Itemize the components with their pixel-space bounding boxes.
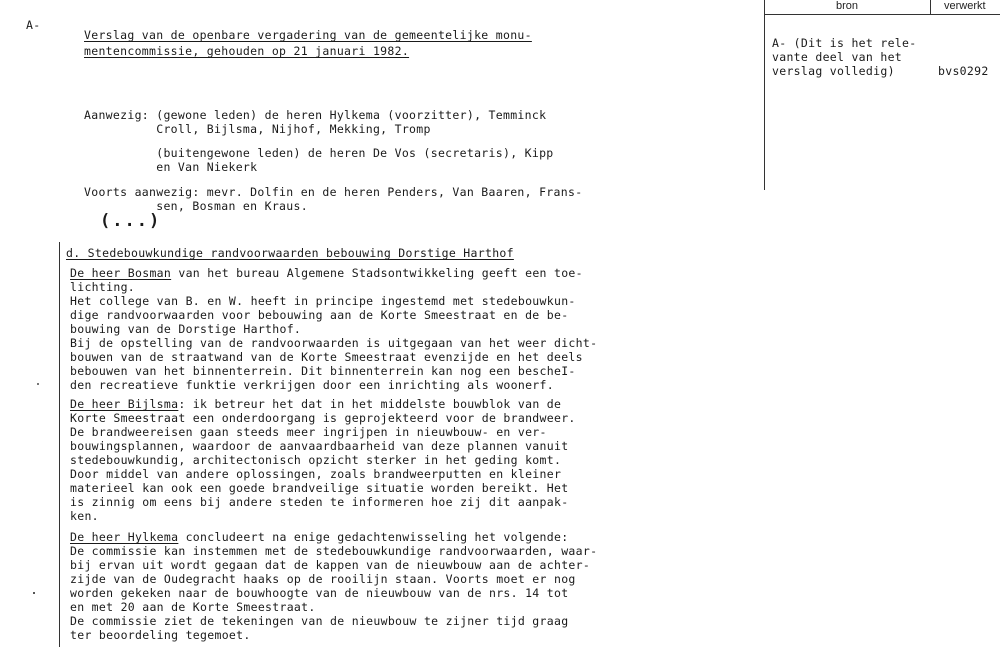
para1-line3: Het college van B. en W. heeft in principe ingestemd met stedebouwkun- — [70, 294, 576, 308]
section-margin-line — [59, 242, 60, 647]
scan-speck — [33, 592, 35, 594]
para2-line5: stedebouwkundig, architectonisch opzicht sterker in het geding komt. — [70, 453, 562, 467]
para1-line7: bouwen van de straatwand van de Korte Smeestraat evenzijde en het deels — [70, 350, 583, 364]
column-header-verwerkt: verwerkt — [944, 0, 986, 12]
para2-line8: is zinnig om eens bij andere steden te informeren hoe zij dit aanpak- — [70, 495, 569, 509]
attendance-line1: Aanwezig: (gewone leden) de heren Hylkema (voorzitter), Temminck — [84, 108, 547, 122]
para1-line2: lichting. — [70, 280, 136, 294]
scan-speck — [37, 383, 39, 385]
para1-line8: bebouwen van het binnenterrein. Dit binnenterrein kan nog een bescheI- — [70, 364, 576, 378]
para3-line1 — [70, 530, 568, 545]
speaker-bijlsma: De heer Bijlsma — [70, 397, 179, 411]
para1-line6: Bij de opstelling van de randvoorwaarden is uitgegaan van het weer dicht- — [70, 336, 598, 350]
para2-line7: materieel kan ook een goede brandveilige situatie worden bereikt. Het — [70, 481, 569, 495]
para3-line5: worden gekeken naar de bouwhoogte van de nieuwbouw van de nrs. 14 tot — [70, 586, 569, 600]
section-heading: d. Stedebouwkundige randvoorwaarden bebouwing Dorstige Harthof — [66, 246, 514, 260]
margin-marker: A- — [26, 18, 41, 32]
para3-line3: bij ervan uit wordt gegaan dat de kappen van de nieuwbouw aan de achter- — [70, 558, 591, 572]
attendance-line4: en Van Niekerk — [84, 160, 258, 174]
para3-line7: De commissie ziet de tekeningen van de nieuwbouw te zijner tijd graag — [70, 614, 569, 628]
document-title-line2: mentencommissie, gehouden op 21 januari 1982. — [84, 44, 410, 58]
para1-line4: dige randvoorwaarden voor bebouwing aan de Korte Smeestraat en de be- — [70, 308, 569, 322]
ellipsis-marker: (...) — [100, 211, 162, 231]
para1-line9: den recreatieve funktie verkrijgen door een inrichting als woonerf. — [70, 378, 554, 392]
speaker-hylkema: De heer Hylkema — [70, 530, 179, 544]
para1-line1-text: van het bureau Algemene Stadsontwikkeling geeft een toe- — [171, 266, 583, 280]
document-title-line1: Verslag van de openbare vergadering van de gemeentelijke monu- — [84, 28, 532, 42]
para3-line6: en met 20 aan de Korte Smeestraat. — [70, 600, 316, 614]
para2-line6: Door middel van andere oplossingen, zoals brandweerputten en kleiner — [70, 467, 562, 481]
speaker-bosman: De heer Bosman — [70, 266, 172, 280]
attendance-line3: (buitengewone leden) de heren De Vos (secretaris), Kipp — [84, 146, 554, 160]
source-note-line3: verslag volledig) — [772, 64, 895, 78]
para2-line4: bouwingsplannen, waardoor de aanvaardbaarheid van deze plannen vanuit — [70, 439, 569, 453]
para2-line1-text: : ik betreur het dat in het middelste bouwblok van de — [178, 397, 562, 411]
para2-line2: Korte Smeestraat een onderdoorgang is geprojekteerd voor de brandweer. — [70, 411, 576, 425]
para3-line8: ter beoordeling tegemoet. — [70, 628, 251, 642]
para2-line3: De brandweereisen gaan steeds meer ingrijpen in nieuwbouw- en ver- — [70, 425, 547, 439]
source-note-line1: A- (Dit is het rele- — [772, 36, 917, 50]
reference-code: bvs0292 — [938, 64, 989, 78]
para1-line1 — [70, 266, 583, 281]
sidebar-header-rule — [764, 14, 1000, 15]
para2-line9: ken. — [70, 509, 99, 523]
sidebar-column-divider — [930, 0, 931, 14]
attendance-line6: sen, Bosman en Kraus. — [84, 199, 308, 213]
para3-line4: zijde van de Oudegracht haaks op de rooilijn staan. Voorts moet er nog — [70, 572, 576, 586]
column-header-bron: bron — [836, 0, 859, 12]
para1-line5: bouwing van de Dorstige Harthof. — [70, 322, 302, 336]
attendance-line2: Croll, Bijlsma, Nijhof, Mekking, Tromp — [84, 122, 431, 136]
source-note-line2: vante deel van het — [772, 50, 903, 64]
para2-line1 — [70, 397, 561, 412]
para3-line2: De commissie kan instemmen met de stedebouwkundige randvoorwaarden, waar- — [70, 544, 598, 558]
attendance-line5: Voorts aanwezig: mevr. Dolfin en de heren Penders, Van Baaren, Frans- — [84, 185, 583, 199]
sidebar-left-border — [764, 0, 765, 190]
para3-line1-text: concludeert na enige gedachtenwisseling het volgende: — [178, 530, 569, 544]
